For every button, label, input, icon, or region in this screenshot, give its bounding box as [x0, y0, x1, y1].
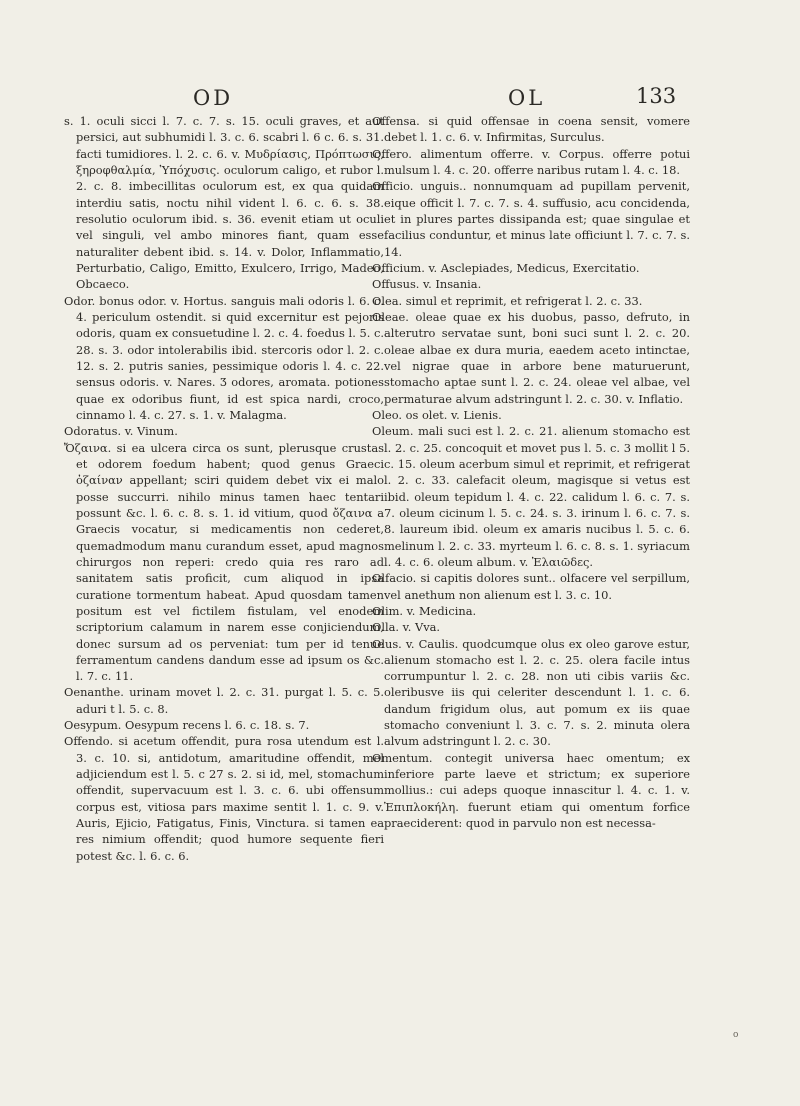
left-column	[64, 113, 384, 864]
index-entry: Officio. unguis.. nonnumquam ad pupillam pervenit, eique officit l. 7. c. 7. s. 4. suffusio, acu concidenda, et in plures partes dissipanda est; quae singulae et facilius conduntur, et minus late officiunt l. 7. c. 7. s. 14.	[372, 179, 690, 259]
index-entry: Olla. v. Vva.	[372, 620, 441, 635]
index-entry: Olim. v. Medicina.	[372, 603, 477, 618]
index-entry: Olea. simul et reprimit, et refrigerat l. 2. c. 33.	[372, 293, 643, 308]
index-entry: Officium. v. Asclepiades, Medicus, Exercitatio.	[372, 260, 640, 275]
header-left-word: OD	[193, 86, 234, 110]
index-entry: Omentum. contegit universa haec omentum; ex inferiore parte laeve et strictum; ex superiore mollius.: cui adeps quoque innascitur l. 4. c. 1. v. Ἐπιπλοκήλη. fuerunt etiam qui omentum forfice praeciderent: quod in parvulo non est necessa-	[372, 750, 690, 831]
footer-mark: o	[733, 1030, 739, 1040]
index-entry: Odoratus. v. Vinum.	[64, 424, 178, 439]
index-entry: Offusus. v. Insania.	[372, 277, 482, 292]
index-entry: Oesypum. Oesypum recens l. 6. c. 18. s. 7.	[64, 718, 310, 733]
index-entry: Olfacio. si capitis dolores sunt.. olfacere vel serpillum, vel anethum non alienum est l. 3. c. 10.	[372, 571, 690, 602]
index-entry: Offensa. si quid offensae in coena sensit, vomere debet l. 1. c. 6. v. Infirmitas, Surculus.	[372, 114, 690, 145]
header-right-word: OL	[508, 86, 546, 110]
index-entry: Oleo. os olet. v. Lienis.	[372, 407, 502, 422]
index-entry: s. 1. oculi sicci l. 7. c. 7. s. 15. oculi graves, et aut persici, aut subhumidi l. 3. c. 6. scabri l. 6 c. 6. s. 31. facti tumidiores. l. 2. c. 6. v. Μυδρίασις, Πρόπτωσις, ξηροφθαλμία, Ὑπόχυσις. oculorum caligo, et rubor l. 2. c. 8. imbecillitas oculorum est, ex qua quidam interdiu satis, noctu nihil vident l. 6. c. 6. s. 38. resolutio oculorum ibid. s. 36. evenit etiam ut oculi vel singuli, vel ambo minores fiant, quam esse naturaliter debent ibid. s. 14. v. Dolor, Inflammatio, Perturbatio, Caligo, Emitto, Exulcero, Irrigo, Madeo, Obcaeco.	[64, 114, 384, 292]
right-column	[372, 113, 690, 831]
page-number: 133	[636, 84, 677, 108]
index-entry: Olus. v. Caulis. quodcumque olus ex oleo garove estur, alienum stomacho est l. 2. c. 25. olera facile intus corrumpuntur l. 2. c. 28. non uti cibis variis &c. oleribusve iis qui celeriter descendunt l. 1. c. 6. dandum frigidum olus, aut pomum ex iis quae stomacho conveniunt l. 3. c. 7. s. 2. minuta olera alvum adstringunt l. 2. c. 30.	[372, 636, 690, 749]
index-entry: Oleae. oleae quae ex his duobus, passo, defruto, in alterutro servatae sunt, boni suci sunt l. 2. c. 20. oleae albae ex dura muria, eaedem aceto intinctae, vel nigrae quae in arbore bene maturuerunt, stomacho aptae sunt l. 2. c. 24. oleae vel albae, vel permaturae alvum adstringunt l. 2. c. 30. v. Inflatio.	[372, 309, 690, 406]
index-entry: Ὄζαινα. si ea ulcera circa os sunt, plerusque crustas et odorem foedum habent; quod genus Graeci ὀζαίναν appellant; sciri quidem debet vix ei malo posse succurri. nihilo minus tamen haec tentari possunt &c. l. 6. c. 8. s. 1. id vitium, quod ὄζαινα a Graecis vocatur, si medicamentis non cederet, quemadmodum manu curandum esset, apud magnos chirurgos non reperi: credo quia res raro ad sanitatem satis proficit, cum aliquod in ipsa curatione tormentum habeat. Apud quosdam tamen positum est vel fictilem fistulam, vel enodem scriptorium calamum in narem esse conjiciendum, donec sursum ad os perveniat: tum per id tenue ferramentum candens dandum esse ad ipsum os &c. l. 7. c. 11.	[64, 440, 384, 684]
index-entry: Offero. alimentum offerre. v. Corpus. offerre potui mulsum l. 4. c. 20. offerre naribus rutam l. 4. c. 18.	[372, 146, 690, 177]
index-entry: Oenanthe. urinam movet l. 2. c. 31. purgat l. 5. c. 5. aduri t l. 5. c. 8.	[64, 685, 384, 716]
index-entry: Oleum. mali suci est l. 2. c. 21. alienum stomacho est l. 2. c. 25. concoquit et movet pus l. 5. c. 3 mollit l 5. c. 15. oleum acerbum simul et reprimit, et refrigerat l. 2. c. 33. calefacit oleum, magisque si vetus est ibid. oleum tepidum l. 4. c. 22. calidum l. 6. c. 7. s. 7. oleum cicinum l. 5. c. 24. s. 3. irinum l. 6. c. 7. s. 8. laureum ibid. oleum ex amaris nucibus l. 5. c. 6. melinum l. 2. c. 33. myrteum l. 6. c. 8. s. 1. syriacum l. 4. c. 6. oleum album. v. Ἐλαιῶδες.	[372, 424, 690, 569]
index-entry: Odor. bonus odor. v. Hortus. sanguis mali odoris l. 6. c. 4. periculum ostendit. si quid excernitur est pejoris odoris, quam ex consuetudine l. 2. c. 4. foedus l. 5. c. 28. s. 3. odor intolerabilis ibid. stercoris odor l. 2. c. 12. s. 2. putris sanies, pessimique odoris l. 4. c. 22. sensus odoris. v. Nares. Ʒ odores, aromata. potiones quae ex odoribus fiunt, id est spica nardi, croco, cinnamo l. 4. c. 27. s. 1. v. Malagma.	[64, 293, 384, 422]
index-entry: Offendo. si acetum offendit, pura rosa utendum est l. 3. c. 10. si, antidotum, amaritudine offendit, mel adjiciendum est l. 5. c 27 s. 2. si id, mel, stomachum offendit, supervacuum est l. 3. c. 6. ubi offensum corpus est, vitiosa pars maxime sentit l. 1. c. 9. v. Auris, Ejicio, Fatigatus, Finis, Vinctura. si tamen ea res nimium offendit; quod humore sequente fieri potest &c. l. 6. c. 6.	[64, 734, 384, 863]
